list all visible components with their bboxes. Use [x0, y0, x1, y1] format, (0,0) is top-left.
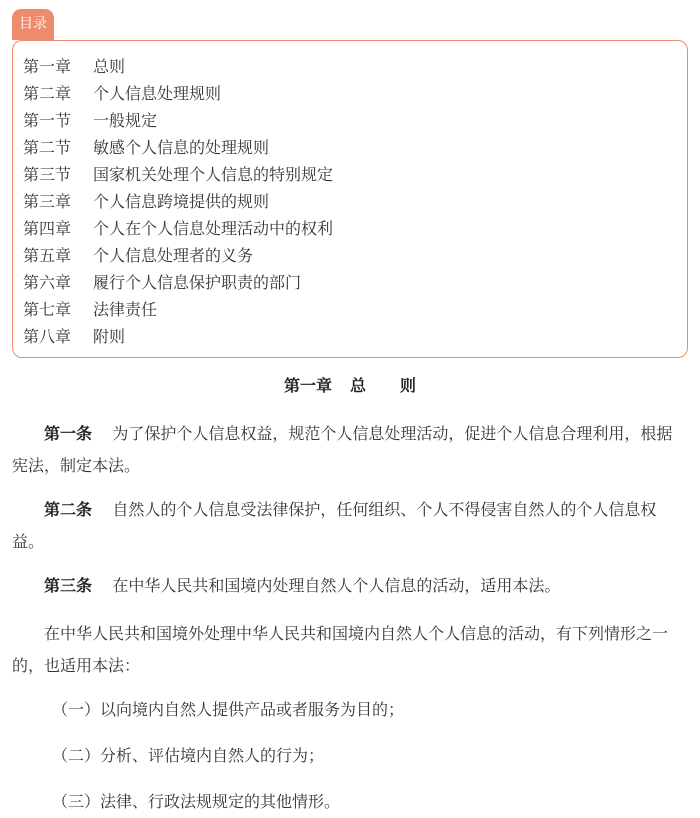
toc-item-section-2[interactable]: [23, 134, 333, 161]
toc-item-number: 第六章: [23, 273, 72, 292]
article-3: [12, 570, 688, 602]
toc-item-chapter-3[interactable]: [23, 188, 333, 215]
toc-item-title: 履行个人信息保护职责的部门: [93, 273, 302, 292]
article-label: 第一条: [44, 424, 93, 443]
list-item-3: （三）法律、行政法规规定的其他情形。: [52, 792, 341, 811]
list-item-1: （一）以向境内自然人提供产品或者服务为目的；: [52, 700, 405, 719]
toc-item-chapter-8[interactable]: [23, 323, 333, 350]
list-item-2: （二）分析、评估境内自然人的行为；: [52, 746, 325, 765]
toc-item-chapter-6[interactable]: [23, 269, 333, 296]
toc-item-number: 第一节: [23, 111, 72, 130]
toc-item-number: 第三节: [23, 165, 72, 184]
toc-item-title: 总则: [93, 57, 126, 76]
toc-item-title: 个人在个人信息处理活动中的权利: [93, 219, 334, 238]
toc-item-title: 国家机关处理个人信息的特别规定: [93, 165, 334, 184]
toc-list: [23, 53, 333, 350]
chapter-heading: [0, 372, 700, 400]
toc-item-chapter-4[interactable]: [23, 215, 333, 242]
toc-tab: 目录: [12, 9, 54, 40]
chapter-title-part-1: 总: [349, 376, 366, 395]
article-2: [12, 494, 688, 558]
article-1: [12, 418, 688, 482]
toc-item-title: 敏感个人信息的处理规则: [93, 138, 270, 157]
toc-item-section-3[interactable]: [23, 161, 333, 188]
toc-item-title: 法律责任: [93, 300, 158, 319]
article-text: 自然人的个人信息受法律保护，任何组织、个人不得侵害自然人的个人信息权益。: [12, 500, 657, 551]
toc-item-title: 个人信息处理规则: [93, 84, 222, 103]
article-label: 第二条: [44, 500, 93, 519]
toc-item-chapter-1[interactable]: [23, 53, 333, 80]
toc-item-chapter-2[interactable]: [23, 80, 333, 107]
chapter-number: 第一章: [283, 376, 332, 395]
toc-item-title: 个人信息处理者的义务: [93, 246, 254, 265]
toc-item-number: 第一章: [23, 57, 72, 76]
article-3-paragraph-2: 在中华人民共和国境外处理中华人民共和国境内自然人个人信息的活动，有下列情形之一的，也适用本法：: [12, 624, 669, 675]
article-text: 为了保护个人信息权益，规范个人信息处理活动，促进个人信息合理利用，根据宪法，制定本法。: [12, 424, 673, 475]
toc-item-title: 个人信息跨境提供的规则: [93, 192, 270, 211]
toc-item-chapter-5[interactable]: [23, 242, 333, 269]
toc-item-section-1[interactable]: [23, 107, 333, 134]
toc-item-number: 第七章: [23, 300, 72, 319]
toc-item-chapter-7[interactable]: [23, 296, 333, 323]
toc-item-number: 第五章: [23, 246, 72, 265]
toc-item-number: 第二章: [23, 84, 72, 103]
article-label: 第三条: [44, 576, 93, 595]
toc-item-number: 第四章: [23, 219, 72, 238]
toc-item-number: 第三章: [23, 192, 72, 211]
chapter-title-part-2: 则: [400, 376, 417, 395]
toc-item-title: 一般规定: [93, 111, 158, 130]
toc-item-number: 第二节: [23, 138, 72, 157]
article-text: 在中华人民共和国境内处理自然人个人信息的活动，适用本法。: [112, 576, 561, 595]
toc-item-title: 附则: [93, 327, 126, 346]
toc-item-number: 第八章: [23, 327, 72, 346]
